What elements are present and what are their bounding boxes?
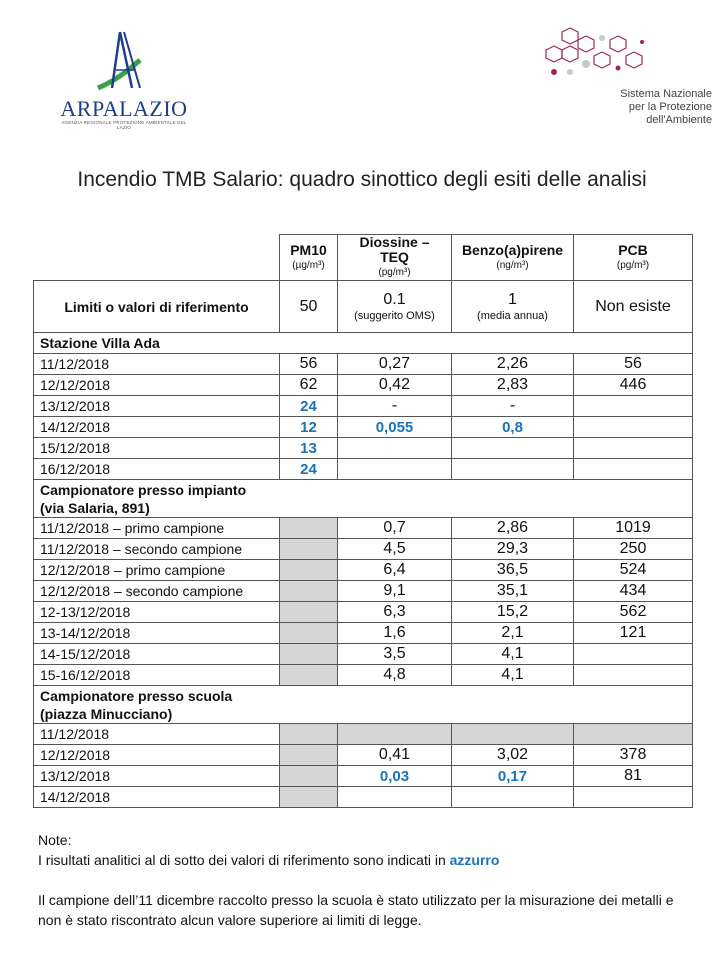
snpa-line-3: dell'Ambiente: [646, 114, 712, 126]
diossine-cell: [338, 787, 452, 808]
row-label: 11/12/2018: [34, 724, 280, 745]
diossine-cell: 0,055: [338, 417, 452, 438]
pcb-cell: 56: [574, 354, 693, 375]
pm10-cell: [280, 518, 338, 539]
pm10-cell: [280, 623, 338, 644]
row-label: 13/12/2018: [34, 396, 280, 417]
arpalazio-logo: [54, 30, 194, 130]
pm10-cell: [280, 745, 338, 766]
pm10-cell: [280, 581, 338, 602]
table-row: [34, 644, 693, 665]
notes-paragraph-2: Il campione dell’11 dicembre raccolto presso la scuola è stato utilizzato per la misurazione dei metalli e non è stato riscontrato alcun valore superiore ai limiti di legge.: [38, 892, 674, 928]
snpa-logo: [540, 20, 710, 130]
table-row: [34, 724, 693, 745]
pm10-cell: 24: [280, 396, 338, 417]
table-row: [34, 375, 693, 396]
pcb-cell: 378: [574, 745, 693, 766]
pcb-cell: 434: [574, 581, 693, 602]
pcb-cell: 121: [574, 623, 693, 644]
table-row: [34, 665, 693, 686]
snpa-line-1: Sistema Nazionale: [620, 88, 712, 100]
row-label: 12/12/2018 – primo campione: [34, 560, 280, 581]
pcb-cell: 1019: [574, 518, 693, 539]
pcb-cell: [574, 396, 693, 417]
table-row: [34, 745, 693, 766]
arpalazio-subtitle: AGENZIA REGIONALE PROTEZIONE AMBIENTALE DEL LAZIO: [61, 120, 187, 130]
benzo-cell: 0,17: [452, 766, 574, 787]
hexagon-network-icon: [540, 20, 710, 90]
pcb-cell: [574, 724, 693, 745]
header-benzo: Benzo(a)pirene (ng/m³): [452, 235, 574, 281]
benzo-cell: 2,86: [452, 518, 574, 539]
row-label: 15-16/12/2018: [34, 665, 280, 686]
pm10-cell: [280, 724, 338, 745]
notes: [38, 830, 688, 930]
table-row: [34, 787, 693, 808]
reference-benzo: 1 (media annua): [452, 281, 574, 333]
snpa-line-2: per la Protezione: [628, 101, 712, 113]
diossine-cell: [338, 438, 452, 459]
pm10-cell: 24: [280, 459, 338, 480]
reference-pcb: Non esiste: [574, 281, 693, 333]
pcb-cell: [574, 644, 693, 665]
row-label: 11/12/2018 – primo campione: [34, 518, 280, 539]
arpalazio-emblem-icon: [88, 30, 160, 92]
diossine-cell: 0,7: [338, 518, 452, 539]
benzo-cell: [452, 438, 574, 459]
benzo-cell: 2,26: [452, 354, 574, 375]
pm10-cell: [280, 665, 338, 686]
diossine-cell: 1,6: [338, 623, 452, 644]
page-title: Incendio TMB Salario: quadro sinottico degli esiti delle analisi: [77, 168, 647, 191]
pcb-cell: 524: [574, 560, 693, 581]
notes-highlight: azzurro: [449, 852, 500, 868]
snpa-text: [572, 88, 712, 127]
table-row: [34, 396, 693, 417]
pm10-cell: [280, 766, 338, 787]
diossine-cell: 3,5: [338, 644, 452, 665]
pcb-cell: 81: [574, 766, 693, 787]
table-row: [34, 602, 693, 623]
row-label: 11/12/2018 – secondo campione: [34, 539, 280, 560]
reference-pm10: 50: [280, 281, 338, 333]
table-row: [34, 417, 693, 438]
benzo-cell: -: [452, 396, 574, 417]
pm10-cell: [280, 787, 338, 808]
pm10-cell: [280, 560, 338, 581]
results-table: [33, 234, 693, 808]
diossine-cell: 4,8: [338, 665, 452, 686]
section-villa-ada: Stazione Villa Ada: [34, 333, 693, 354]
benzo-cell: 35,1: [452, 581, 574, 602]
pcb-cell: [574, 438, 693, 459]
reference-diossine: 0.1 (suggerito OMS): [338, 281, 452, 333]
pcb-cell: 446: [574, 375, 693, 396]
benzo-cell: 29,3: [452, 539, 574, 560]
table-row: [34, 438, 693, 459]
table-row: [34, 623, 693, 644]
reference-row: [34, 281, 693, 333]
benzo-cell: 36,5: [452, 560, 574, 581]
benzo-cell: [452, 459, 574, 480]
row-label: 14/12/2018: [34, 417, 280, 438]
diossine-cell: 9,1: [338, 581, 452, 602]
pm10-cell: [280, 539, 338, 560]
pm10-cell: 13: [280, 438, 338, 459]
row-label: 13/12/2018: [34, 766, 280, 787]
header-diossine: Diossine – TEQ (pg/m³): [338, 235, 452, 281]
section-scuola: Campionatore presso scuola (piazza Minucciano): [34, 686, 693, 724]
row-label: 12/12/2018: [34, 745, 280, 766]
diossine-cell: 0,03: [338, 766, 452, 787]
diossine-cell: -: [338, 396, 452, 417]
row-label: 14/12/2018: [34, 787, 280, 808]
benzo-cell: 0,8: [452, 417, 574, 438]
pcb-cell: [574, 787, 693, 808]
row-label: 14-15/12/2018: [34, 644, 280, 665]
pcb-cell: [574, 417, 693, 438]
pm10-cell: 56: [280, 354, 338, 375]
row-label: 12/12/2018: [34, 375, 280, 396]
table-row: [34, 581, 693, 602]
row-label: 15/12/2018: [34, 438, 280, 459]
notes-heading: Note:: [38, 832, 72, 848]
pcb-cell: [574, 459, 693, 480]
table-row: [34, 518, 693, 539]
header-pm10: PM10 (µg/m³): [280, 235, 338, 281]
notes-line-1: I risultati analitici al di sotto dei valori di riferimento sono indicati in azzurro: [38, 852, 500, 868]
pm10-cell: [280, 644, 338, 665]
row-label: 13-14/12/2018: [34, 623, 280, 644]
diossine-cell: 6,3: [338, 602, 452, 623]
diossine-cell: 4,5: [338, 539, 452, 560]
benzo-cell: 15,2: [452, 602, 574, 623]
table-row: [34, 459, 693, 480]
benzo-cell: 3,02: [452, 745, 574, 766]
diossine-cell: 0,41: [338, 745, 452, 766]
pm10-cell: 12: [280, 417, 338, 438]
pm10-cell: 62: [280, 375, 338, 396]
arpalazio-name: ARPALAZIO: [60, 96, 188, 121]
header-row: [34, 235, 693, 281]
table-row: [34, 539, 693, 560]
row-label: 11/12/2018: [34, 354, 280, 375]
diossine-cell: [338, 724, 452, 745]
benzo-cell: 2,1: [452, 623, 574, 644]
section-impianto: Campionatore presso impianto (via Salaria, 891): [34, 480, 693, 518]
table-row: [34, 766, 693, 787]
benzo-cell: 4,1: [452, 665, 574, 686]
reference-label: Limiti o valori di riferimento: [34, 281, 280, 333]
benzo-cell: 2,83: [452, 375, 574, 396]
diossine-cell: 0,27: [338, 354, 452, 375]
pm10-cell: [280, 602, 338, 623]
pcb-cell: 250: [574, 539, 693, 560]
pcb-cell: 562: [574, 602, 693, 623]
benzo-cell: [452, 724, 574, 745]
table-row: [34, 354, 693, 375]
table-row: [34, 560, 693, 581]
header-pcb: PCB (pg/m³): [574, 235, 693, 281]
row-label: 12/12/2018 – secondo campione: [34, 581, 280, 602]
pcb-cell: [574, 665, 693, 686]
diossine-cell: 0,42: [338, 375, 452, 396]
diossine-cell: 6,4: [338, 560, 452, 581]
row-label: 16/12/2018: [34, 459, 280, 480]
diossine-cell: [338, 459, 452, 480]
row-label: 12-13/12/2018: [34, 602, 280, 623]
benzo-cell: 4,1: [452, 644, 574, 665]
header-blank: [34, 235, 280, 281]
benzo-cell: [452, 787, 574, 808]
